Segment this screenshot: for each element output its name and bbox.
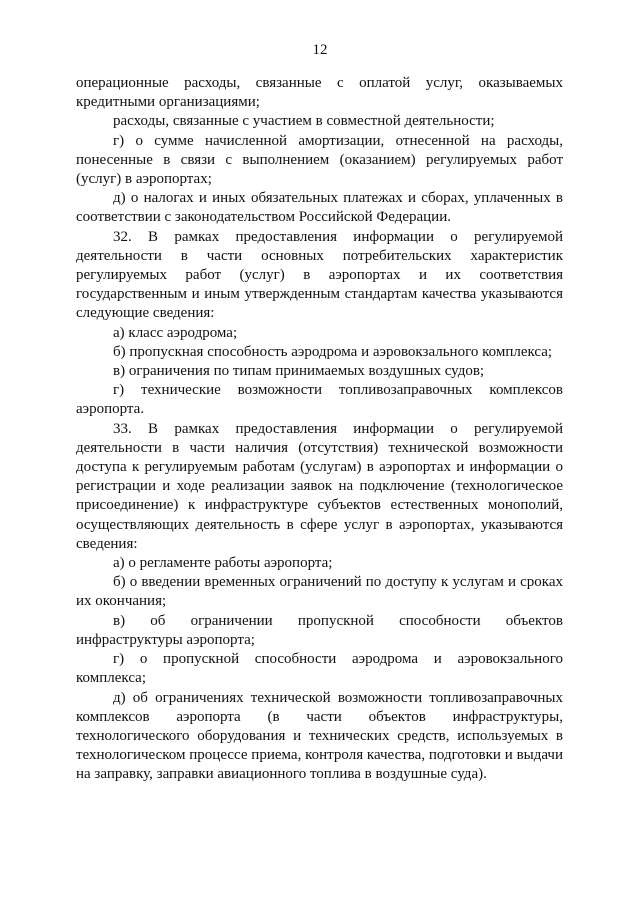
- paragraph-item-d-fuel-restrictions: д) об ограничениях технической возможности топливозаправочных комплексов аэропорта (в части объектов инфраструктуры, технологического оборудования и технических средств, используемых в технологическом процессе приема, контроля качества, подготовки и выдачи на заправку, заправки авиационного топлива в воздушные суда).: [76, 689, 563, 783]
- paragraph-joint-activity: расходы, связанные с участием в совместной деятельности;: [113, 113, 495, 130]
- paragraph-item-a-aerodrome-class: а) класс аэродрома;: [113, 324, 238, 341]
- paragraph-operating-expenses: операционные расходы, связанные с оплатой услуг, оказываемых кредитными организациями;: [76, 75, 563, 111]
- paragraph-item-b-temporary-restrictions: б) о введении временных ограничений по доступу к услугам и сроках их окончания;: [76, 574, 563, 610]
- paragraph-clause-32: 32. В рамках предоставления информации о регулируемой деятельности в части основных потребительских характеристик регулируемых работ (услуг) в аэропортах и их соответствия государственным и иным утвержденным стандартам качества указываются следующие сведения:: [76, 228, 563, 322]
- paragraph-item-g-aerodrome-throughput: г) о пропускной способности аэродрома и аэровокзального комплекса;: [76, 651, 563, 687]
- paragraph-item-g-fuel-capabilities: г) технические возможности топливозаправочных комплексов аэропорта.: [76, 382, 563, 418]
- paragraph-clause-33: 33. В рамках предоставления информации о регулируемой деятельности в части наличия (отсутствия) технической возможности доступа к регулируемым работам (услугам) в аэропортах и информации о регистрации и ходе реализации заявок на подключение (технологическое присоединение) к инфраструктуре субъектов естественных монополий, осуществляющих деятельность в сфере услуг в аэропортах, указываются сведения:: [76, 420, 563, 552]
- paragraph-item-d-taxes: д) о налогах и иных обязательных платежах и сборах, уплаченных в соответствии с законодательством Российской Федерации.: [76, 190, 563, 226]
- paragraph-item-g-amortization: г) о сумме начисленной амортизации, отнесенной на расходы, понесенные в связи с выполнением (оказанием) регулируемых работ (услуг) в аэропортах;: [76, 132, 563, 188]
- paragraph-item-b-throughput: б) пропускная способность аэродрома и аэровокзального комплекса;: [113, 343, 553, 360]
- document-body: [76, 74, 563, 785]
- page-number: 12: [312, 42, 328, 58]
- paragraph-item-a-airport-schedule: а) о регламенте работы аэропорта;: [113, 555, 333, 572]
- paragraph-item-v-infrastructure-throughput: в) об ограничении пропускной способности объектов инфраструктуры аэропорта;: [76, 612, 563, 648]
- paragraph-item-v-aircraft-restrictions: в) ограничения по типам принимаемых воздушных судов;: [113, 363, 485, 380]
